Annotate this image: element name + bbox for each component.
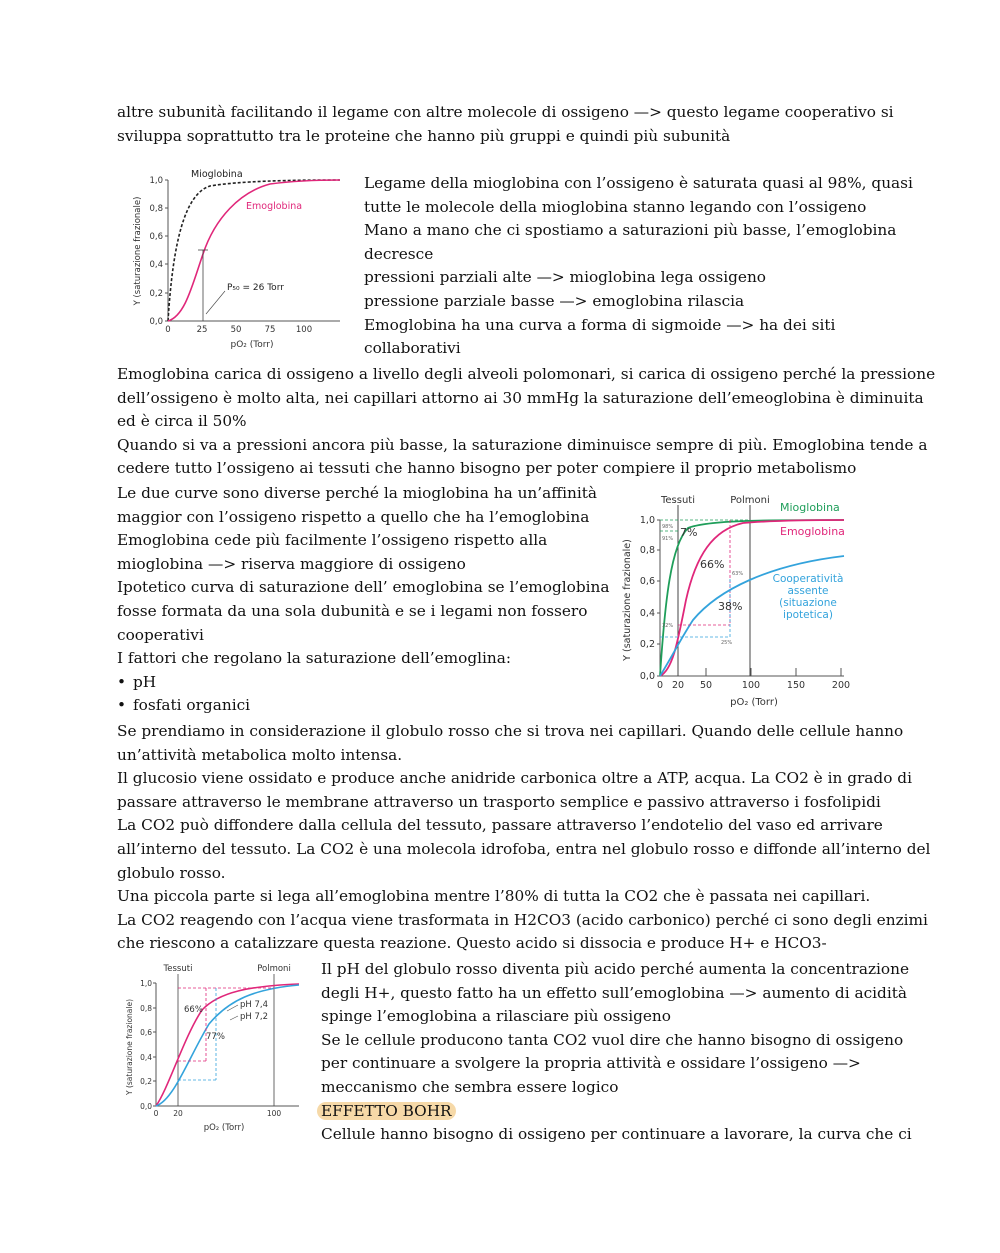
label-coop: assente (787, 585, 829, 597)
text-line: tutte le molecole della mioglobina stanno legando con l’ossigeno (364, 197, 867, 216)
y-tick: 0,0 (639, 671, 655, 682)
x-axis-label: pO₂ (Torr) (203, 1123, 245, 1133)
text-line: che riescono a catalizzare questa reazione. Questo acido si dissocia e produce H+ e HCO3- (117, 934, 827, 953)
x-tick: 50 (699, 680, 713, 691)
x-tick: 100 (741, 680, 761, 691)
text-line: per continuare a svolgere la propria attività e ossidare l’ossigeno —> (321, 1054, 861, 1073)
figure-bohr-effect-curve (124, 962, 309, 1137)
label-coop: Cooperatività (772, 573, 844, 585)
text-line: Cellule hanno bisogno di ossigeno per continuare a lavorare, la curva che ci (321, 1125, 912, 1144)
text-line: Le due curve sono diverse perché la mioglobina ha un’affinità (117, 484, 598, 502)
x-tick: 20 (671, 680, 685, 691)
text-line: pressione parziale basse —> emoglobina rilascia (364, 291, 745, 310)
text-line: Se prendiamo in considerazione il globulo rosso che si trova nei capillari. Quando delle cellule hanno (117, 722, 904, 740)
text-line: maggior con l’ossigeno rispetto a quello che ha l’emoglobina (117, 507, 590, 526)
label-coop: (situazione (779, 597, 837, 609)
label-coop: ipotetica) (783, 609, 833, 621)
label-mioglobina: Mioglobina (780, 501, 840, 514)
label-emoglobina: Emoglobina (780, 525, 845, 538)
text-line: mioglobina —> riserva maggiore di ossigeno (117, 554, 466, 573)
ph74-curve (156, 984, 299, 1106)
list-item: • fosfati organici (117, 694, 610, 718)
y-tick: 0,8 (140, 1004, 152, 1013)
text-line: degli H+, questo fatto ha un effetto sull’emoglobina —> aumento di acidità (321, 983, 908, 1002)
x-axis-label: pO₂ (Torr) (730, 697, 778, 708)
text-line: Quando si va a pressioni ancora più basse, la saturazione diminuisce sempre di più. Emoglobina tende a (117, 435, 928, 454)
figure-cooperativity-curve (618, 490, 858, 715)
figure-myoglobin-hemoglobin-curve (130, 166, 350, 356)
y-tick: 0,4 (140, 1053, 152, 1062)
text-line: Emoglobina carica di ossigeno a livello degli alveoli polomonari, si carica di ossigeno perché la pressione (117, 365, 936, 383)
label-polmoni: Polmoni (730, 495, 770, 506)
text-line: sviluppa soprattutto tra le proteine che hanno più gruppi e quindi più subunità (117, 126, 731, 145)
x-tick: 25 (196, 325, 208, 335)
factors-list (117, 671, 610, 718)
label-32pct: 32% (662, 623, 674, 629)
text-line: Il glucosio viene ossidato e produce anche anidride carbonica oltre a ATP, acqua. La CO2 è in grado di (117, 769, 912, 788)
text-line: globulo rosso. (117, 863, 226, 882)
y-axis-label: Y (saturazione frazionale) (125, 998, 134, 1096)
x-tick: 50 (230, 325, 242, 335)
label-63pct: 63% (732, 571, 744, 577)
label-p50: P₅₀ = 26 Torr (227, 283, 284, 293)
label-25pct: 25% (721, 640, 733, 646)
paragraph-curves-difference (117, 482, 610, 718)
text-line: altre subunità facilitando il legame con altre molecole di ossigeno —> questo legame cooperativo si (117, 103, 894, 121)
paragraph-intro (117, 101, 894, 148)
y-tick: 0,6 (149, 232, 163, 242)
text-line: La CO2 reagendo con l’acqua viene trasformata in H2CO3 (acido carbonico) perché ci sono degli enzimi (117, 910, 928, 929)
paragraph-co2-transport (117, 720, 930, 956)
text-line: Se le cellule producono tanta CO2 vuol dire che hanno bisogno di ossigeno (321, 1030, 904, 1049)
text-line: spinge l’emoglobina a rilasciare più ossigeno (321, 1007, 671, 1026)
text-line: passare attraverso le membrane attraverso un trasporto semplice e passivo attraverso i fosfolipidi (117, 792, 881, 811)
text-line: cooperativi (117, 625, 204, 644)
y-tick: 0,0 (140, 1102, 152, 1111)
text-line: Emoglobina ha una curva a forma di sigmoide —> ha dei siti (364, 315, 836, 334)
x-tick: 75 (264, 325, 276, 335)
text-line: Legame della mioglobina con l’ossigeno è saturata quasi al 98%, quasi (364, 174, 913, 192)
list-item: • pH (117, 671, 610, 695)
x-tick: 100 (266, 1109, 282, 1118)
y-axis-label: Y (saturazione frazionale) (133, 196, 143, 306)
label-polmoni: Polmoni (257, 964, 291, 974)
text-line: I fattori che regolano la saturazione dell’emoglina: (117, 649, 512, 668)
x-tick: 0 (656, 680, 664, 691)
x-tick: 150 (786, 680, 806, 691)
y-tick: 1,0 (639, 515, 655, 526)
label-98pct: 98% (662, 524, 674, 530)
text-line: un’attività metabolica molto intensa. (117, 745, 403, 764)
text-line: decresce (364, 244, 434, 263)
text-line: dell’ossigeno è molto alta, nei capillari attorno ai 30 mmHg la saturazione dell’emeoglobina è diminuita (117, 388, 924, 407)
y-tick: 1,0 (149, 176, 163, 186)
x-tick: 100 (295, 325, 313, 335)
text-line: collaborativi (364, 339, 461, 358)
text-line: Emoglobina cede più facilmente l’ossigeno rispetto alla (117, 531, 548, 550)
label-mioglobina: Mioglobina (191, 169, 243, 180)
text-line: meccanismo che sembra essere logico (321, 1077, 619, 1096)
text-line: Una piccola parte si lega all’emoglobina mentre l’80% di tutta la CO2 che è passata nei capillari. (117, 887, 871, 906)
label-66pct: 66% (184, 1005, 203, 1015)
y-tick: 0,4 (639, 608, 655, 619)
x-tick: 0 (153, 1109, 159, 1118)
y-tick: 0,2 (639, 639, 655, 650)
text-line: fosse formata da una sola dubunità e se i legami non fossero (117, 601, 588, 620)
y-tick: 0,6 (639, 576, 655, 587)
highlight-effetto-bohr: EFFETTO BOHR (317, 1102, 456, 1120)
label-91pct: 91% (662, 536, 674, 542)
label-ph74: pH 7,4 (240, 1000, 269, 1010)
x-tick: 0 (165, 325, 171, 335)
y-tick: 0,4 (149, 260, 163, 270)
text-line: Mano a mano che ci spostiamo a saturazioni più basse, l’emoglobina (364, 221, 897, 240)
paragraph-myoglobin-saturation (364, 172, 913, 361)
y-tick: 0,2 (149, 289, 163, 299)
text-line: all’interno del tessuto. La CO2 è una molecola idrofoba, entra nel globulo rosso e diffonde all’interno del (117, 839, 931, 858)
y-tick: 1,0 (140, 979, 152, 988)
label-tessuti: Tessuti (660, 495, 696, 506)
text-line: ed è circa il 50% (117, 412, 247, 431)
text-line: cedere tutto l’ossigeno ai tessuti che hanno bisogno per poter compiere il proprio metabolismo (117, 459, 857, 478)
label-77pct: 77% (206, 1032, 225, 1042)
y-tick: 0,0 (149, 317, 163, 327)
label-ph72: pH 7,2 (240, 1012, 269, 1022)
y-tick: 0,8 (639, 545, 655, 556)
label-tessuti: Tessuti (163, 964, 193, 974)
y-tick: 0,2 (140, 1077, 152, 1086)
x-tick: 20 (173, 1109, 183, 1118)
y-axis-label: Y (saturazione frazionale) (622, 539, 633, 661)
label-38pct: 38% (718, 600, 743, 613)
ph72-curve (156, 985, 299, 1106)
text-line: Ipotetico curva di saturazione dell’ emoglobina se l’emoglobina (117, 578, 610, 597)
paragraph-bohr-effect (321, 958, 912, 1147)
text-line: pressioni parziali alte —> mioglobina lega ossigeno (364, 268, 767, 287)
label-emoglobina: Emoglobina (246, 201, 303, 212)
text-line: La CO2 può diffondere dalla cellula del tessuto, passare attraverso l’endotelio del vaso ed arrivare (117, 816, 883, 835)
paragraph-hemoglobin-alveoli (117, 363, 935, 481)
text-line: Il pH del globulo rosso diventa più acido perché aumenta la concentrazione (321, 960, 910, 978)
x-tick: 200 (831, 680, 851, 691)
label-66pct: 66% (700, 558, 725, 571)
y-tick: 0,8 (149, 204, 163, 214)
label-7pct: 7% (680, 526, 698, 539)
y-tick: 0,6 (140, 1028, 152, 1037)
x-axis-label: pO₂ (Torr) (230, 340, 274, 350)
